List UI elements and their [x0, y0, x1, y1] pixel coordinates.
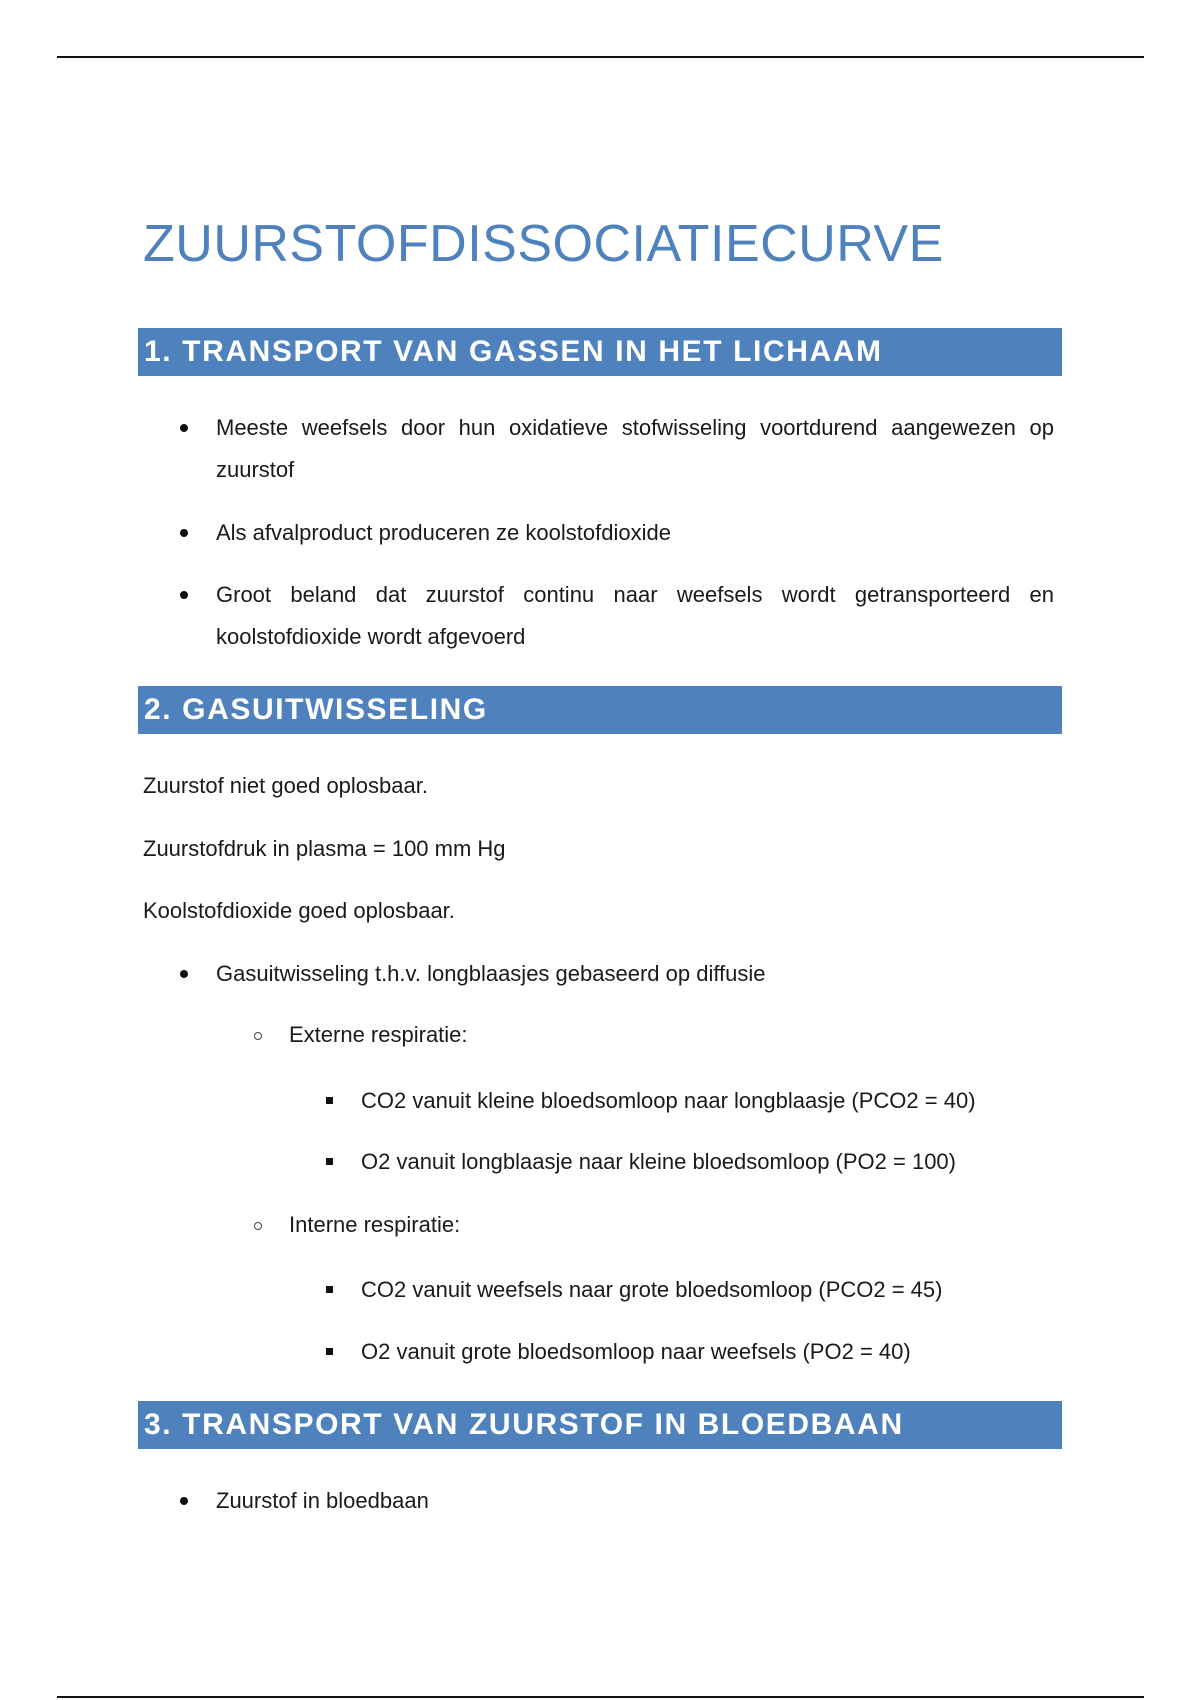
section-2-paragraph-1: Zuurstof niet goed oplosbaar.: [143, 773, 428, 798]
bullet-icon: [180, 424, 188, 432]
internal-respiration-item-1: CO2 vanuit weefsels naar grote bloedsomloop (PCO2 = 45): [361, 1277, 943, 1302]
square-bullet-icon: [326, 1158, 333, 1165]
bullet-icon: [180, 1497, 188, 1505]
internal-respiration-label: Interne respiratie:: [289, 1212, 461, 1237]
section-2-paragraph-2: Zuurstofdruk in plasma = 100 mm Hg: [143, 836, 506, 861]
circle-bullet-icon: [254, 1032, 262, 1040]
external-respiration-item-2: O2 vanuit longblaasje naar kleine bloedsomloop (PO2 = 100): [361, 1149, 956, 1174]
footer-rule: [57, 1696, 1144, 1698]
document-title: ZUURSTOFDISSOCIATIECURVE: [143, 215, 944, 273]
square-bullet-icon: [326, 1348, 333, 1355]
section-2-bullet: Gasuitwisseling t.h.v. longblaasjes gebaseerd op diffusie: [216, 961, 766, 986]
section-1-bullet-2: Als afvalproduct produceren ze koolstofdioxide: [216, 520, 671, 545]
square-bullet-icon: [326, 1097, 333, 1104]
section-1-bullet-3: Groot beland dat zuurstof continu naar weefsels wordt getransporteerd en koolstofdioxide wordt afgevoerd: [216, 582, 1054, 649]
section-1-bullet-1: Meeste weefsels door hun oxidatieve stofwisseling voortdurend aangewezen op zuurstof: [216, 415, 1054, 482]
internal-respiration-item-2: O2 vanuit grote bloedsomloop naar weefsels (PO2 = 40): [361, 1339, 911, 1364]
section-heading-1: 1. TRANSPORT VAN GASSEN IN HET LICHAAM: [138, 328, 1062, 376]
circle-bullet-icon: [254, 1222, 262, 1230]
section-3-bullet-1: Zuurstof in bloedbaan: [216, 1488, 429, 1513]
section-2-paragraph-3: Koolstofdioxide goed oplosbaar.: [143, 898, 455, 923]
external-respiration-label: Externe respiratie:: [289, 1022, 468, 1047]
section-heading-2: 2. GASUITWISSELING: [138, 686, 1062, 734]
bullet-icon: [180, 970, 188, 978]
bullet-icon: [180, 591, 188, 599]
bullet-icon: [180, 529, 188, 537]
external-respiration-item-1: CO2 vanuit kleine bloedsomloop naar longblaasje (PCO2 = 40): [361, 1088, 976, 1113]
header-rule: [57, 56, 1144, 58]
section-heading-3: 3. TRANSPORT VAN ZUURSTOF IN BLOEDBAAN: [138, 1401, 1062, 1449]
square-bullet-icon: [326, 1286, 333, 1293]
